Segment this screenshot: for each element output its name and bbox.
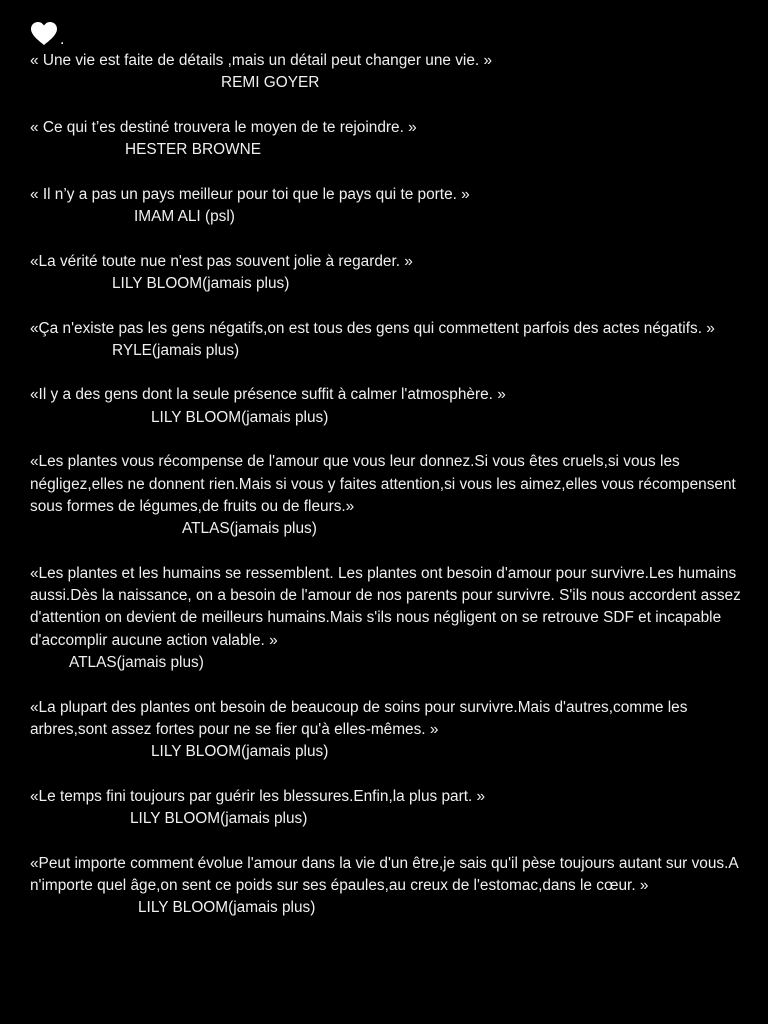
quote-author: RYLE(jamais plus) <box>112 341 240 359</box>
quote-author: LILY BLOOM(jamais plus) <box>151 743 329 761</box>
quote-text: «Il y a des gens dont la seule présence suffit à calmer l'atmosphère. » <box>30 386 506 404</box>
quote-author: IMAM ALI (psl) <box>134 208 235 226</box>
quote-text: «Le temps fini toujours par guérir les blessures.Enfin,la plus part. » <box>30 787 486 805</box>
quote-text: « Il n’y a pas un pays meilleur pour toi que le pays qui te porte. » <box>30 185 470 203</box>
quote-text: «Ça n'existe pas les gens négatifs,on est tous des gens qui commettent parfois des actes négatifs. » <box>30 319 715 337</box>
note-body[interactable] <box>30 18 746 920</box>
quote-author: ATLAS(jamais plus) <box>182 520 317 538</box>
header-dot: . <box>60 31 65 48</box>
quote-text: « Ce qui t’es destiné trouvera le moyen de te rejoindre. » <box>30 118 417 136</box>
quote-author: LILY BLOOM(jamais plus) <box>151 408 329 426</box>
quote-author: LILY BLOOM(jamais plus) <box>138 899 316 917</box>
quote-text: «La vérité toute nue n'est pas souvent jolie à regarder. » <box>30 252 413 270</box>
white-heart-icon <box>30 21 58 47</box>
quote-text: «Les plantes et les humains se ressemblent. Les plantes ont besoin d'amour pour survivre.Les humains aussi.Dès la naissance, on a besoin de l'amour de nos parents pour survivre. S'ils nous accordent assez d'attention on devient de meilleurs humains.Mais s'ils nous négligent on se retrouve SDF et incapable d'accomplir aucune action valable. » <box>30 564 746 649</box>
quote-author: LILY BLOOM(jamais plus) <box>130 810 308 828</box>
quote-text: «Peut importe comment évolue l'amour dans la vie d'un être,je sais qu'il pèse toujours autant sur vous.A n'importe quel âge,on sent ce poids sur ses épaules,au creux de l'estomac,dans le cœur. » <box>30 854 743 894</box>
note-header <box>30 18 742 50</box>
quote-author: ATLAS(jamais plus) <box>69 654 204 672</box>
quote-author: REMI GOYER <box>221 74 320 92</box>
quote-text: « Une vie est faite de détails ,mais un détail peut changer une vie. » <box>30 52 493 69</box>
quote-text: «Les plantes vous récompense de l'amour que vous leur donnez.Si vous êtes cruels,si vous les négligez,elles ne donnent rien.Mais si vous y faites attention,si vous les aimez,elles vous récompensent sous formes de légumes,de fruits ou de fleurs.» <box>30 453 741 515</box>
quote-author: HESTER BROWNE <box>125 141 261 159</box>
quote-text: «La plupart des plantes ont besoin de beaucoup de soins pour survivre.Mais d'autres,comme les arbres,sont assez fortes pour ne se fier qu'à elles-mêmes. » <box>30 698 692 738</box>
quote-list <box>30 50 746 920</box>
quote-author: LILY BLOOM(jamais plus) <box>112 274 290 292</box>
